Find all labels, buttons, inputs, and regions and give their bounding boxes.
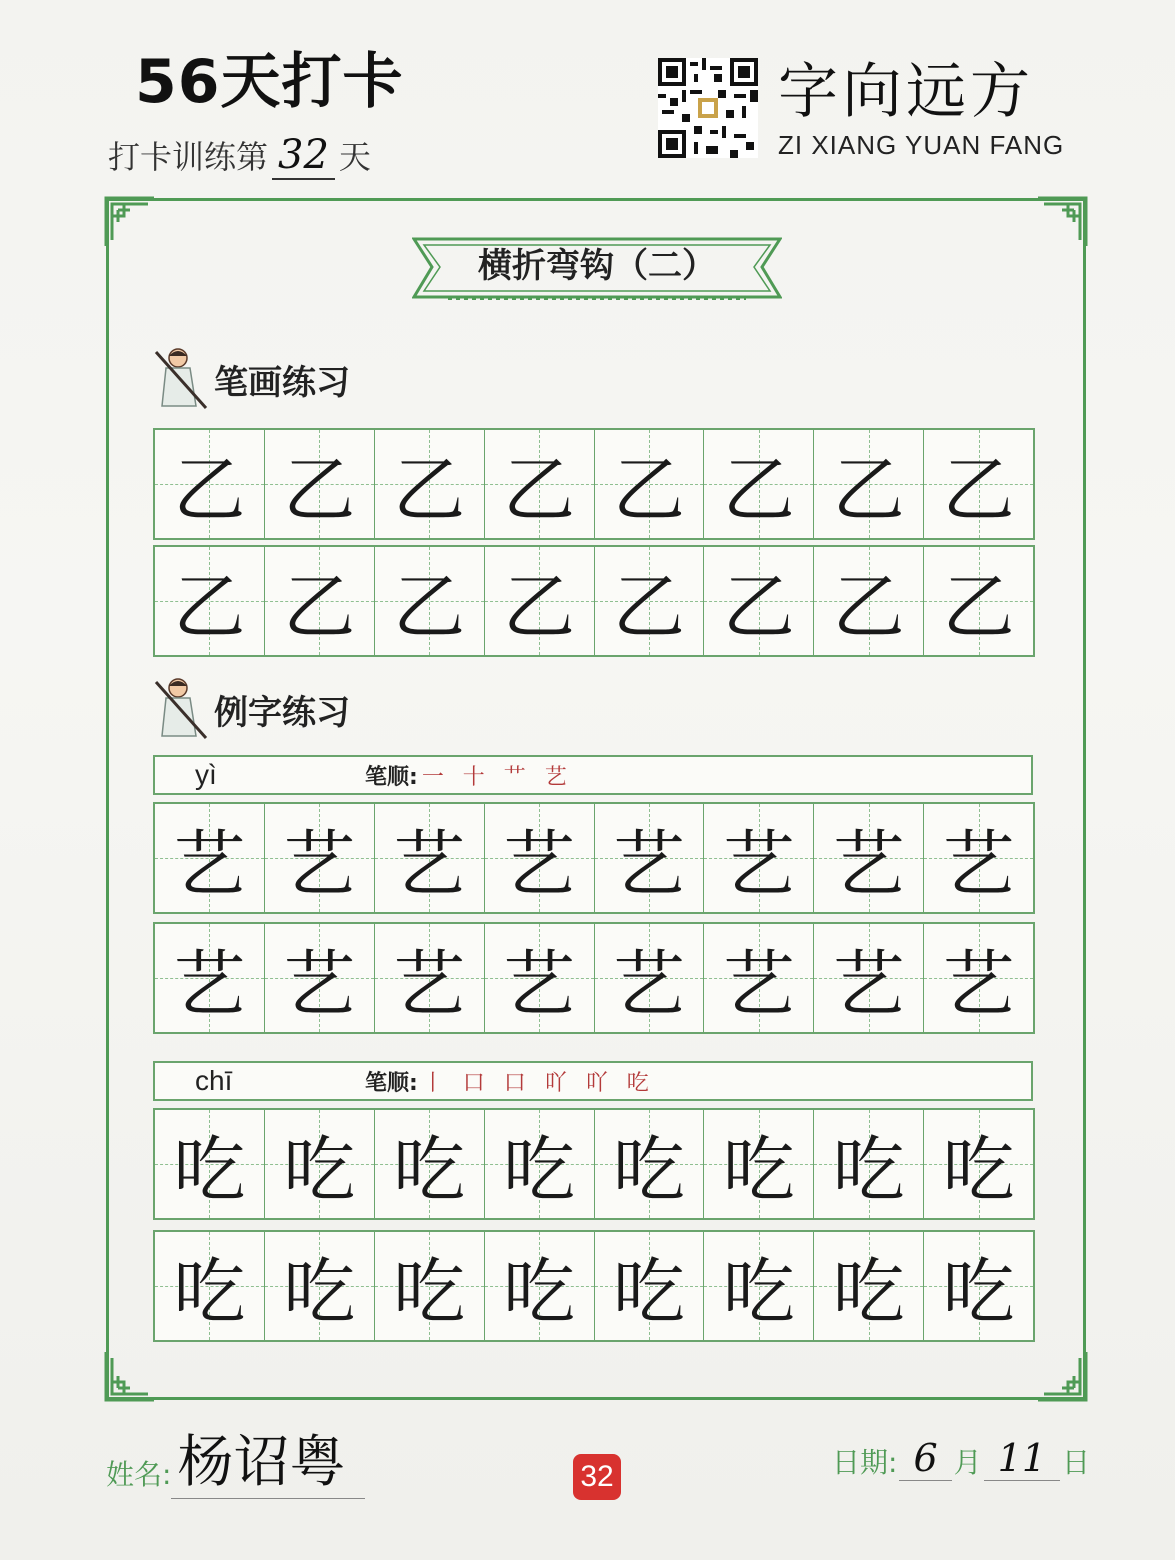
checkin-suffix: 天 bbox=[338, 138, 371, 176]
practice-glyph: 吃 bbox=[393, 1250, 466, 1334]
checkin-line bbox=[108, 132, 371, 180]
stroke-practice-label: 笔画练习 bbox=[214, 362, 350, 403]
day-unit: 日 bbox=[1062, 1446, 1091, 1479]
practice-glyph: 乙 bbox=[173, 448, 246, 532]
grid-cell bbox=[924, 924, 1033, 1032]
grid-cell bbox=[375, 924, 485, 1032]
grid-cell bbox=[485, 804, 595, 912]
scholar-figure-icon bbox=[152, 346, 212, 412]
grid-cell bbox=[265, 430, 375, 538]
practice-glyph: 吃 bbox=[832, 1250, 905, 1334]
practice-glyph: 乙 bbox=[283, 565, 356, 649]
practice-glyph: 乙 bbox=[283, 448, 356, 532]
page-title: 56天打卡 bbox=[135, 47, 404, 117]
grid-cell bbox=[814, 430, 924, 538]
practice-glyph: 乙 bbox=[722, 448, 795, 532]
grid-cell bbox=[155, 804, 265, 912]
checkin-prefix: 打卡训练第 bbox=[108, 138, 269, 176]
practice-glyph: 艺 bbox=[612, 942, 685, 1026]
grid-cell bbox=[924, 804, 1033, 912]
practice-glyph: 艺 bbox=[722, 822, 795, 906]
example-row-chi-1 bbox=[153, 1108, 1035, 1220]
practice-glyph: 吃 bbox=[612, 1128, 685, 1212]
grid-cell bbox=[265, 804, 375, 912]
lesson-banner bbox=[412, 237, 782, 303]
corner-ornament-icon bbox=[102, 1348, 158, 1404]
practice-glyph: 吃 bbox=[283, 1250, 356, 1334]
practice-glyph: 乙 bbox=[173, 565, 246, 649]
example-row-chi-2 bbox=[153, 1230, 1035, 1342]
stroke-order-label: 笔顺: bbox=[365, 1070, 418, 1096]
date-line bbox=[832, 1436, 1090, 1481]
grid-cell bbox=[155, 1232, 265, 1340]
brand-name: 字向远方 bbox=[778, 57, 1034, 127]
grid-cell bbox=[265, 924, 375, 1032]
practice-glyph: 艺 bbox=[722, 942, 795, 1026]
grid-cell bbox=[595, 547, 705, 655]
grid-cell bbox=[704, 924, 814, 1032]
practice-glyph: 乙 bbox=[722, 565, 795, 649]
character-info-bar bbox=[153, 1061, 1033, 1101]
practice-glyph: 艺 bbox=[832, 822, 905, 906]
grid-cell bbox=[265, 1110, 375, 1218]
month-unit: 月 bbox=[953, 1446, 982, 1479]
name-label: 姓名: bbox=[106, 1458, 172, 1491]
practice-glyph: 吃 bbox=[503, 1250, 576, 1334]
stroke-practice-heading bbox=[152, 346, 350, 412]
date-label: 日期: bbox=[832, 1446, 898, 1479]
qr-code-icon bbox=[658, 58, 758, 158]
date-month: 6 bbox=[899, 1436, 951, 1481]
practice-glyph: 吃 bbox=[612, 1250, 685, 1334]
grid-cell bbox=[155, 924, 265, 1032]
grid-cell bbox=[375, 804, 485, 912]
grid-cell bbox=[595, 924, 705, 1032]
practice-glyph: 吃 bbox=[173, 1250, 246, 1334]
grid-cell bbox=[924, 1110, 1033, 1218]
corner-ornament-icon bbox=[1034, 194, 1090, 250]
pinyin-label: yì bbox=[195, 759, 217, 790]
stroke-order-label: 笔顺: bbox=[365, 764, 418, 790]
stroke-order-sequence: 丨 口 口 吖 吖 吃 bbox=[421, 1070, 655, 1096]
practice-glyph: 艺 bbox=[173, 942, 246, 1026]
practice-glyph: 艺 bbox=[173, 822, 246, 906]
practice-glyph: 吃 bbox=[722, 1128, 795, 1212]
practice-glyph: 艺 bbox=[393, 822, 466, 906]
practice-glyph: 艺 bbox=[393, 942, 466, 1026]
practice-glyph: 艺 bbox=[283, 822, 356, 906]
practice-glyph: 艺 bbox=[832, 942, 905, 1026]
corner-ornament-icon bbox=[1034, 1348, 1090, 1404]
example-row-yi-1 bbox=[153, 802, 1035, 914]
practice-glyph: 艺 bbox=[942, 822, 1015, 906]
practice-glyph: 乙 bbox=[393, 448, 466, 532]
practice-glyph: 乙 bbox=[832, 565, 905, 649]
practice-glyph: 吃 bbox=[832, 1128, 905, 1212]
grid-cell bbox=[595, 1232, 705, 1340]
student-name: 杨诏粤 bbox=[171, 1418, 365, 1499]
stroke-row-1 bbox=[153, 428, 1035, 540]
example-practice-heading bbox=[152, 676, 350, 742]
page-number-badge: 32 bbox=[573, 1454, 621, 1500]
practice-glyph: 吃 bbox=[503, 1128, 576, 1212]
grid-cell bbox=[924, 1232, 1033, 1340]
grid-cell bbox=[375, 1110, 485, 1218]
grid-cell bbox=[155, 430, 265, 538]
grid-cell bbox=[485, 1232, 595, 1340]
scholar-figure-icon bbox=[152, 676, 212, 742]
grid-cell bbox=[924, 430, 1033, 538]
lesson-title: 横折弯钩（二） bbox=[478, 246, 716, 286]
grid-cell bbox=[375, 547, 485, 655]
practice-glyph: 吃 bbox=[393, 1128, 466, 1212]
practice-glyph: 吃 bbox=[942, 1250, 1015, 1334]
checkin-day-number: 32 bbox=[272, 132, 335, 180]
grid-cell bbox=[814, 804, 924, 912]
practice-glyph: 艺 bbox=[503, 822, 576, 906]
practice-glyph: 乙 bbox=[942, 565, 1015, 649]
grid-cell bbox=[814, 1232, 924, 1340]
grid-cell bbox=[155, 1110, 265, 1218]
grid-cell bbox=[375, 430, 485, 538]
grid-cell bbox=[485, 430, 595, 538]
grid-cell bbox=[265, 547, 375, 655]
practice-glyph: 乙 bbox=[503, 448, 576, 532]
grid-cell bbox=[485, 924, 595, 1032]
practice-glyph: 艺 bbox=[942, 942, 1015, 1026]
practice-glyph: 乙 bbox=[612, 565, 685, 649]
practice-glyph: 乙 bbox=[503, 565, 576, 649]
student-name-line bbox=[106, 1418, 365, 1499]
grid-cell bbox=[814, 924, 924, 1032]
grid-cell bbox=[704, 430, 814, 538]
grid-cell bbox=[265, 1232, 375, 1340]
practice-glyph: 吃 bbox=[722, 1250, 795, 1334]
grid-cell bbox=[924, 547, 1033, 655]
grid-cell bbox=[704, 1110, 814, 1218]
practice-glyph: 吃 bbox=[942, 1128, 1015, 1212]
date-day: 11 bbox=[984, 1436, 1060, 1481]
pinyin-label: chī bbox=[195, 1065, 233, 1096]
grid-cell bbox=[595, 804, 705, 912]
grid-cell bbox=[485, 547, 595, 655]
grid-cell bbox=[595, 430, 705, 538]
grid-cell bbox=[595, 1110, 705, 1218]
practice-glyph: 乙 bbox=[393, 565, 466, 649]
grid-cell bbox=[375, 1232, 485, 1340]
grid-cell bbox=[814, 547, 924, 655]
grid-cell bbox=[704, 1232, 814, 1340]
practice-glyph: 艺 bbox=[503, 942, 576, 1026]
grid-cell bbox=[814, 1110, 924, 1218]
stroke-order-sequence: 一 十 艹 艺 bbox=[421, 764, 573, 790]
grid-cell bbox=[485, 1110, 595, 1218]
practice-glyph: 乙 bbox=[832, 448, 905, 532]
example-practice-label: 例字练习 bbox=[214, 692, 350, 733]
corner-ornament-icon bbox=[102, 194, 158, 250]
stroke-row-2 bbox=[153, 545, 1035, 657]
example-row-yi-2 bbox=[153, 922, 1035, 1034]
practice-glyph: 乙 bbox=[612, 448, 685, 532]
grid-cell bbox=[155, 547, 265, 655]
character-info-bar bbox=[153, 755, 1033, 795]
grid-cell bbox=[704, 547, 814, 655]
brand-latin-name: ZI XIANG YUAN FANG bbox=[778, 130, 1065, 160]
grid-cell bbox=[704, 804, 814, 912]
practice-glyph: 艺 bbox=[612, 822, 685, 906]
practice-glyph: 吃 bbox=[173, 1128, 246, 1212]
practice-glyph: 艺 bbox=[283, 942, 356, 1026]
practice-glyph: 吃 bbox=[283, 1128, 356, 1212]
practice-glyph: 乙 bbox=[942, 448, 1015, 532]
